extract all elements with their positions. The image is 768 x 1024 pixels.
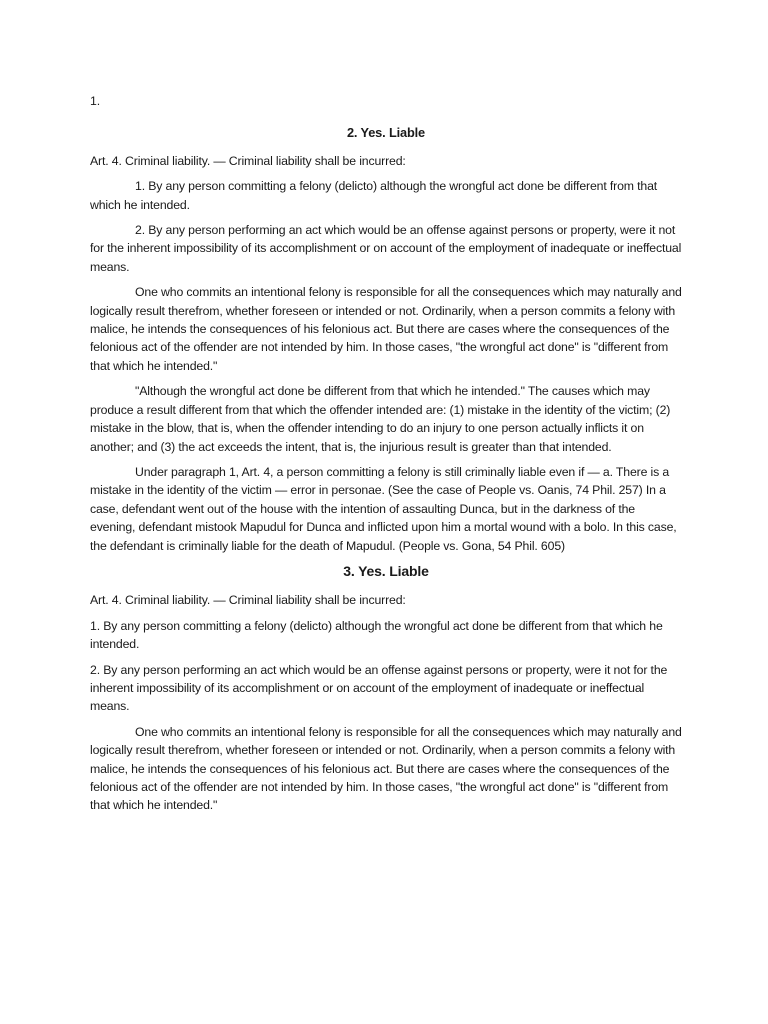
section-2-article-title: Art. 4. Criminal liability. — Criminal liability shall be incurred: [90,153,406,168]
section-3-clause-1: 1. By any person committing a felony (delicto) although the wrongful act done be different from that which he intended. [90,618,663,652]
document-page [90,92,682,822]
section-2-heading: 2. Yes. Liable [346,125,426,141]
section-2-clause-2: 2. By any person performing an act which would be an offense against persons or property, were it not for the inherent impossibility of its accomplishment or on account of the employment of inadequate or ineffectual means. [90,223,682,274]
section-2-clause-1: 1. By any person committing a felony (delicto) although the wrongful act done be different from that which he intended. [90,179,658,212]
section-3-heading: 3. Yes. Liable [343,562,429,579]
section-3-clause-2: 2. By any person performing an act which would be an offense against persons or property, were it not for the inherent impossibility of its accomplishment or on account of the employment of inadequate or ineffectual means. [90,662,668,714]
section-2-paragraph-2: "Although the wrongful act done be different from that which he intended." The causes which may produce a result different from that which the offender intended are: (1) mistake in the identity of the victim; (2) mistake in the blow, that is, when the offender intending to do an injury to one person actually inflicts it on another; and (3) the act exceeds the intent, that is, the injurious result is greater than that intended. [90,384,671,454]
section-2-paragraph-1: One who commits an intentional felony is responsible for all the consequences which may naturally and logically result therefrom, whether foreseen or intended or not. Ordinarily, when a person commits a felony with malice, he intends the consequences of his felonious act. But there are cases where the consequences of the felonious act of the offender are not intended by him. In those cases, "the wrongful act done" is "different from that which he intended." [90,285,682,373]
section-3-article-title: Art. 4. Criminal liability. — Criminal liability shall be incurred: [90,593,406,608]
section-2-paragraph-3: Under paragraph 1, Art. 4, a person committing a felony is still criminally liable even if — a. There is a mistake in the identity of the victim — error in personae. (See the case of People vs. Oanis, 74 Phil. 257) In a case, defendant went out of the house with the intention of assaulting Dunca, but in the darkness of the evening, defendant mistook Mapudul for Dunca and inflicted upon him a mortal wound with a bolo. In this case, the defendant is criminally liable for the death of Mapudul. (People vs. Gona, 54 Phil. 605) [90,464,677,553]
section-3-paragraph-1: One who commits an intentional felony is responsible for all the consequences which may naturally and logically result therefrom, whether foreseen or intended or not. Ordinarily, when a person commits a felony with malice, he intends the consequences of his felonious act. But there are cases where the consequences of the felonious act of the offender are not intended by him. In those cases, "the wrongful act done" is "different from that which he intended." [90,724,682,813]
item-number: 1. [90,94,100,108]
